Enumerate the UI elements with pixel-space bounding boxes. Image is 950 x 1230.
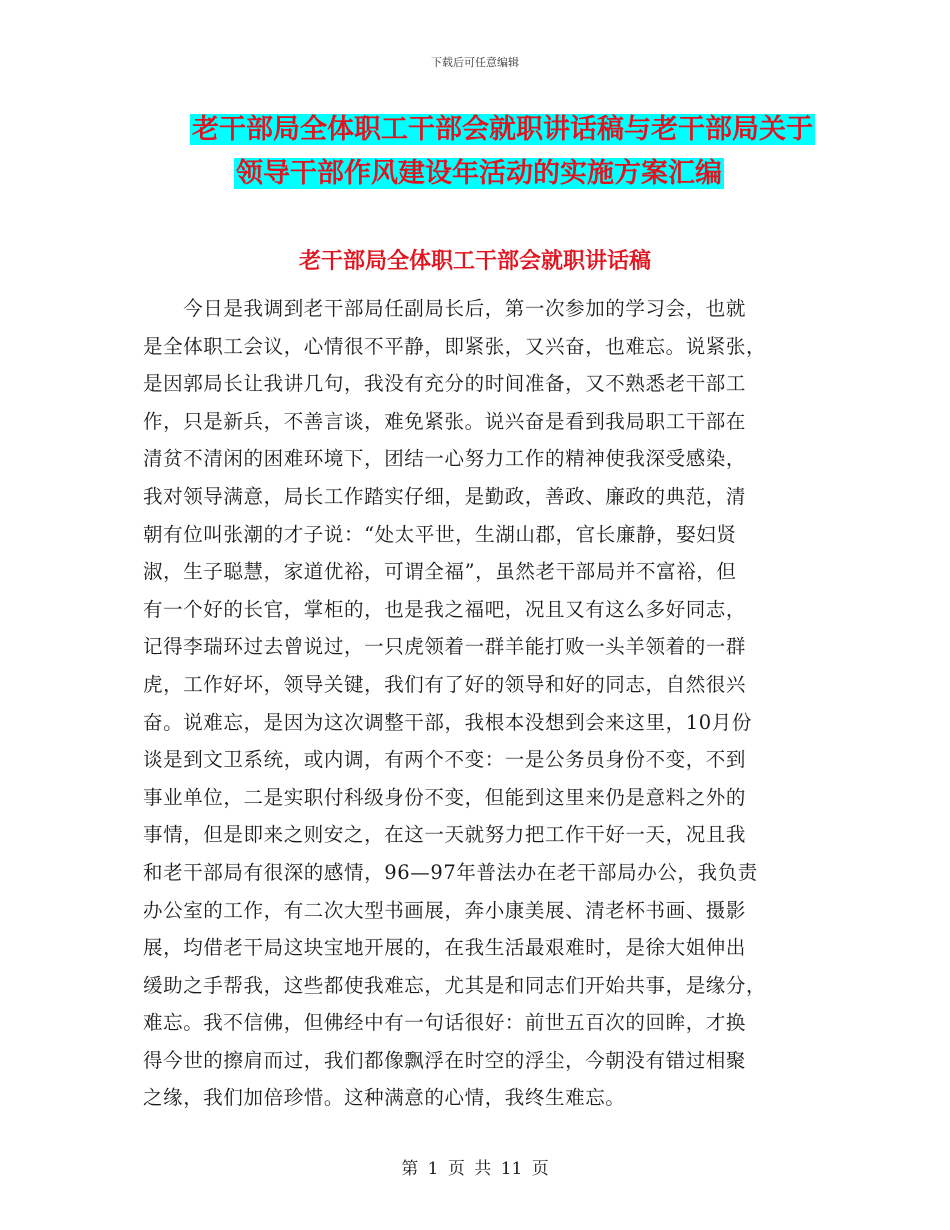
text-line: 朝有位叫张潮的才子说：“处太平世，生湖山郡，官长廉静，娶妇贤 bbox=[143, 522, 737, 546]
text-line: 和老干部局有很深的感情，96—97年普法办在老干部局办公，我负责 bbox=[143, 860, 758, 884]
text-line: 谈是到文卫系统，或内调，有两个不变：一是公务员身份不变，不到 bbox=[143, 748, 747, 772]
text-line: 清贫不清闲的困难环境下，团结一心努力工作的精神使我深受感染， bbox=[143, 447, 747, 471]
section-title: 老干部局全体职工干部会就职讲话稿 bbox=[298, 249, 651, 274]
title-line-1: 老干部局全体职工干部会就职讲话稿与老干部局关于 bbox=[192, 114, 813, 145]
text-line: 今日是我调到老干部局任副局长后，第一次参加的学习会，也就 bbox=[143, 297, 747, 320]
body-text bbox=[143, 290, 803, 1117]
title-line-2: 领导干部作风建设年活动的实施方案汇编 bbox=[236, 158, 722, 189]
text-line: 得今世的擦肩而过，我们都像飘浮在时空的浮尘，今朝没有错过相聚 bbox=[143, 1048, 747, 1072]
text-line: 是因郭局长让我讲几句，我没有充分的时间准备，又不熟悉老干部工 bbox=[143, 372, 747, 396]
text-line: 缓助之手帮我，这些都使我难忘，尤其是和同志们开始共事，是缘分， bbox=[143, 973, 767, 997]
text-line: 展，均借老干局这块宝地开展的，在我生活最艰难时，是徐大姐伸出 bbox=[143, 936, 747, 960]
text-line: 虎，工作好坏，领导关键，我们有了好的领导和好的同志，自然很兴 bbox=[143, 672, 747, 696]
text-line: 之缘，我们加倍珍惜。这种满意的心情，我终生难忘。 bbox=[143, 1086, 626, 1110]
text-line: 有一个好的长官，掌柜的，也是我之福吧，况且又有这么多好同志， bbox=[143, 597, 747, 621]
text-line: 难忘。我不信佛，但佛经中有一句话很好：前世五百次的回眸，才换 bbox=[143, 1011, 747, 1035]
text-line: 办公室的工作，有二次大型书画展，奔小康美展、清老杯书画、摄影 bbox=[143, 898, 747, 922]
text-line: 淑，生子聪慧，家道优裕，可谓全福”，虽然老干部局并不富裕，但 bbox=[143, 560, 737, 584]
header-note: 下载后可任意编辑 bbox=[431, 56, 519, 69]
text-line: 记得李瑞环过去曾说过，一只虎领着一群羊能打败一头羊领着的一群 bbox=[143, 635, 747, 659]
text-line: 我对领导满意，局长工作踏实仔细，是勤政，善政、廉政的典范，清 bbox=[143, 484, 747, 508]
text-line: 事业单位，二是实职付科级身份不变，但能到这里来仍是意料之外的 bbox=[143, 785, 747, 809]
text-line: 事情，但是即来之则安之，在这一天就努力把工作干好一天，况且我 bbox=[143, 823, 747, 847]
text-line: 是全体职工会议，心情很不平静，即紧张，又兴奋，也难忘。说紧张， bbox=[143, 334, 767, 358]
page-footer: 第 1 页 共 11 页 bbox=[401, 1159, 549, 1179]
text-line: 作，只是新兵，不善言谈，难免紧张。说兴奋是看到我局职工干部在 bbox=[143, 409, 747, 433]
text-line: 奋。说难忘，是因为这次调整干部，我根本没想到会来这里，10月份 bbox=[143, 710, 752, 734]
